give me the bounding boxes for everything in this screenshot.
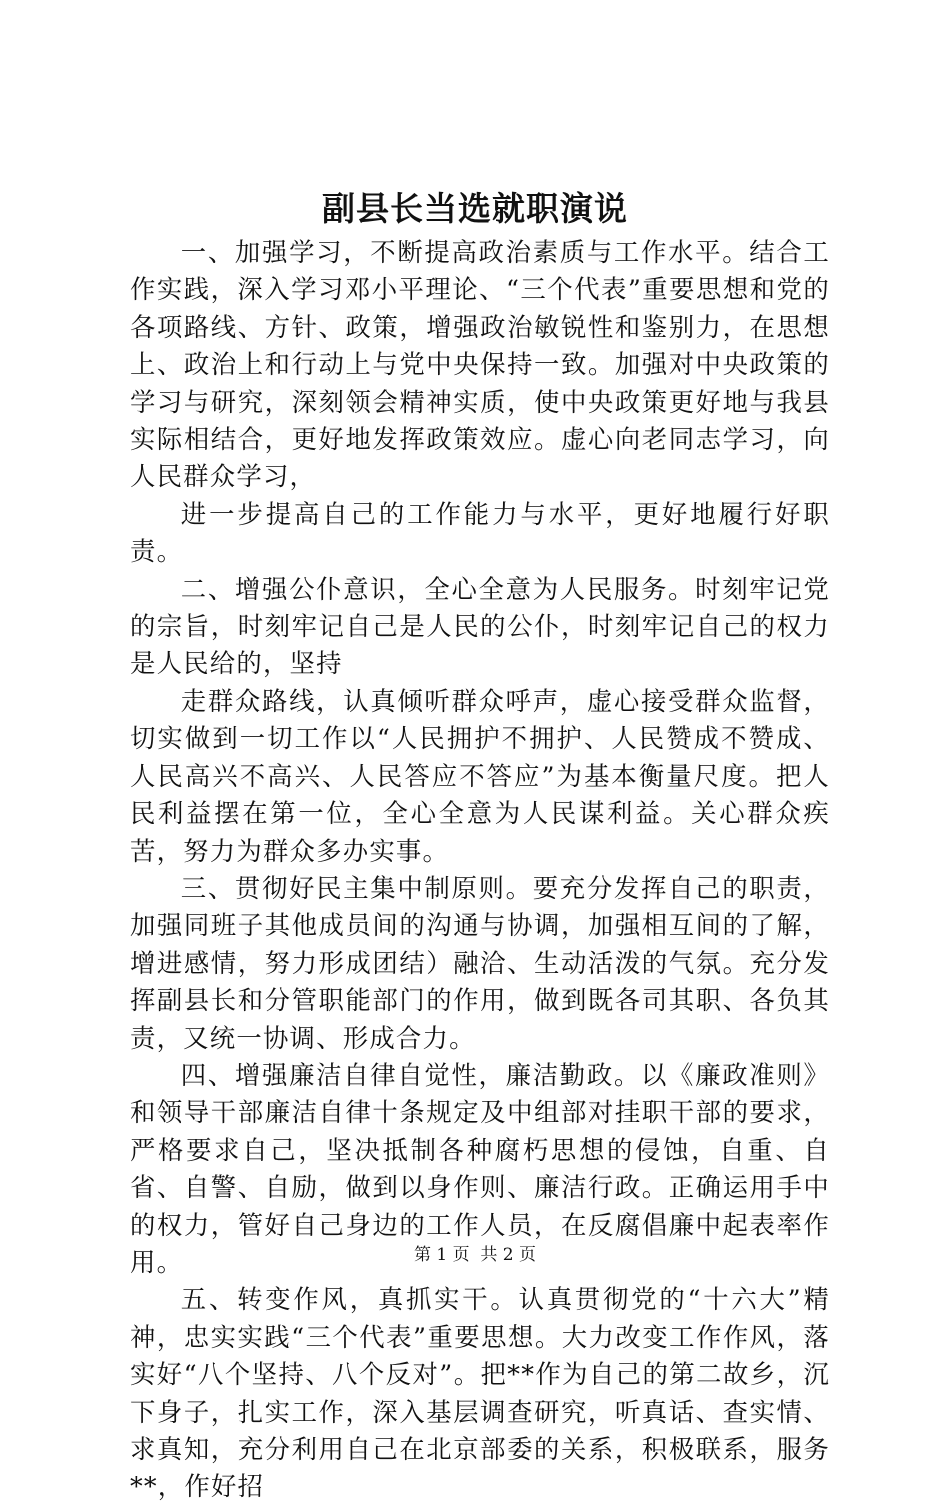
- paragraph-1: 一、加强学习，不断提高政治素质与工作水平。结合工作实践，深入学习邓小平理论、“三个代表”重要思想和党的各项路线、方针、政策，增强政治敏锐性和鉴别力，在思想上、政治上和行动上与党中央保持一致。加强对中央政策的学习与研究，深刻领会精神实质，使中央政策更好地与我县实际相结合，更好地发挥政策效应。虚心向老同志学习，向人民群众学习，: [130, 237, 830, 492]
- page-footer: [0, 1244, 950, 1266]
- document-title: 副县长当选就职演说: [322, 189, 628, 228]
- paragraph-6: 四、增强廉洁自律自觉性，廉洁勤政。以《廉政准则》和领导干部廉洁自律十条规定及中组部对挂职干部的要求，严格要求自己，坚决抵制各种腐朽思想的侵蚀，自重、自省、自警、自励，做到以身作则、廉洁行政。正确运用手中的权力，管好自己身边的工作人员，在反腐倡廉中起表率作用。: [130, 1059, 830, 1277]
- paragraph-4: 走群众路线，认真倾听群众呼声，虚心接受群众监督，切实做到一切工作以“人民拥护不拥护、人民赞成不赞成、人民高兴不高兴、人民答应不答应”为基本衡量尺度。把人民利益摆在第一位，全心全意为人民谋利益。关心群众疾苦，努力为群众多办实事。: [130, 685, 830, 866]
- paragraph-7: 五、转变作风，真抓实干。认真贯彻党的“十六大”精神，忠实实践“三个代表”重要思想。大力改变工作作风，落实好“八个坚持、八个反对”。把**作为自己的第二故乡，沉下身子，扎实工作，深入基层调查研究，听真话、查实情、求真知，充分利用自己在北京部委的关系，积极联系，服务**，作好招: [130, 1284, 830, 1502]
- paragraph-3: 二、增强公仆意识，全心全意为人民服务。时刻牢记党的宗旨，时刻牢记自己是人民的公仆，时刻牢记自己的权力是人民给的，坚持: [130, 573, 830, 679]
- paragraph-5: 三、贯彻好民主集中制原则。要充分发挥自己的职责，加强同班子其他成员间的沟通与协调，加强相互间的了解，增进感情，努力形成团结）融洽、生动活泼的气氛。充分发挥副县长和分管职能部门的作用，做到既各司其职、各负其责，又统一协调、形成合力。: [130, 872, 830, 1053]
- paragraph-2: 进一步提高自己的工作能力与水平，更好地履行好职责。: [130, 498, 830, 567]
- document-body: [130, 234, 830, 1506]
- page-number-label: 第 1 页 共 2 页: [413, 1245, 537, 1265]
